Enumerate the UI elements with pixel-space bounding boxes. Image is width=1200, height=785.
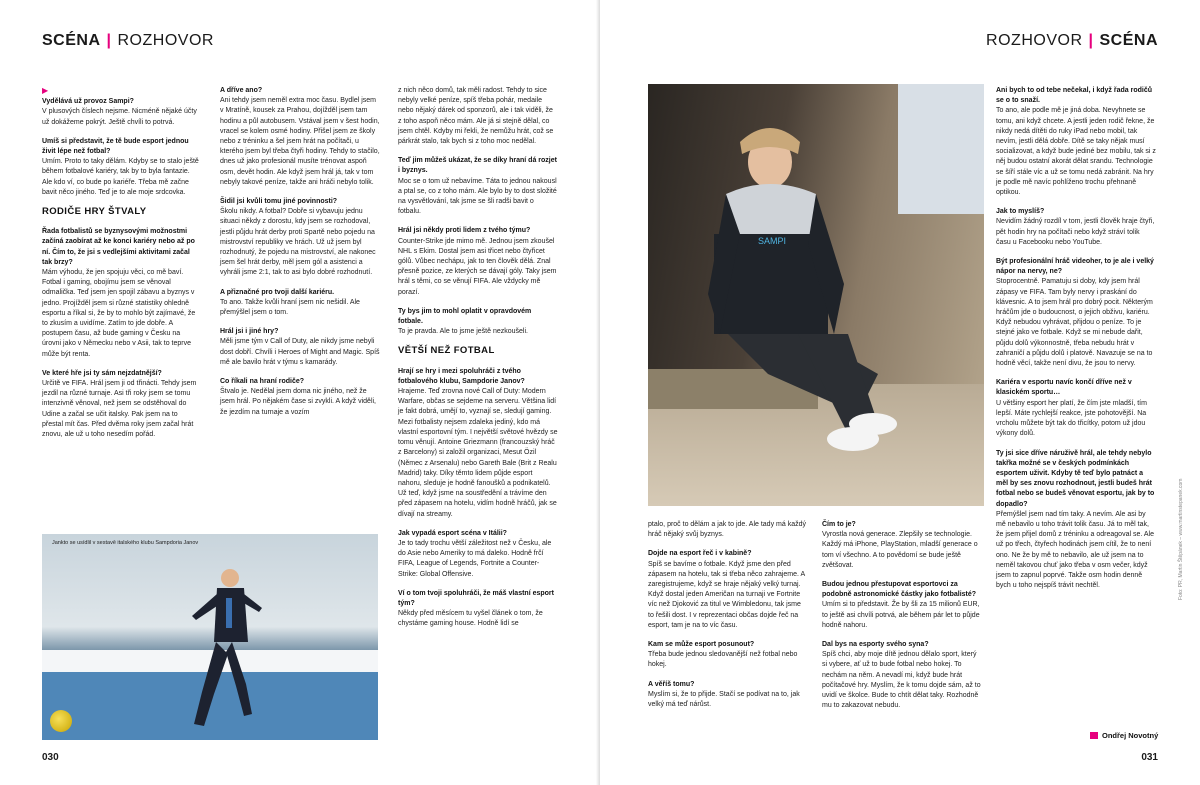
interview-paragraph [398, 589, 558, 630]
question [42, 227, 200, 268]
answer-text: Stoprocentně. Pamatuju si doby, kdy jsem hrál zápasy ve FIFA. Tam byly nervy i praskání do klávesnic. A to jsem hrál pro dobrý pocit. Některým hráčům jde o budoucnost, o jejich obživu, kariéru. Když nebudou vyhrávat, přijdou o peníze. To je stejné jako ve fotbale. Když se mi nebude dařit, půjdu dolů výkonnostně, třeba nebudu hrát v zahraničí a půjdu dolů i platově. Navazuje se na to hodně věcí, takže není divu, že jsou to nervy. [996, 278, 1153, 368]
answer-text: Umím. Proto to taky dělám. Kdyby se to stalo ještě během fotbalové kariéry, tak by to byla fantazie. Ale kdo ví, co bude po kariéře. Třeba mě začne bavit něco jiného. Teď je to ale moje srdcovka. [42, 158, 199, 196]
interview-paragraph [42, 86, 200, 128]
football-ball [50, 710, 72, 732]
interview-paragraph [220, 377, 380, 418]
question-text: Teď jim můžeš ukázat, že se díky hraní dá rozjet i byznys. [398, 157, 557, 175]
answer-text: Spíš se bavíme o fotbale. Když jsme den před zápasem na hotelu, tak si třeba něco zahrajeme. A zaregistrujeme, když se hraje nějaký velký turnaj. Když dostal jeden Američan na turnaji ve Fortnite víc než Djoković za titul ve Wimbledonu, tak jsme to řešili dost. I v reprezentaci občas dojde řeč na esport, tam je na to víc času. [648, 560, 805, 629]
question-text: Jak vypadá esport scéna v Itálii? [398, 529, 507, 537]
answer-text: Štvalo je. Nedělal jsem doma nic jiného, než že jsem hrál. Po nějakém čase si zvykli. A když viděli, že jezdím na turnaje a vozím [220, 388, 377, 416]
question-text: A dříve ano? [220, 87, 263, 94]
question-text: Šidil jsi kvůli tomu jiné povinnosti? [220, 198, 338, 206]
author-marker-icon [1090, 732, 1098, 739]
interview-paragraph [648, 520, 806, 540]
sub-section-label: ROZHOVOR [117, 32, 214, 49]
question-text: Umíš si představit, že tě bude esport jednou živit lépe než fotbal? [42, 137, 189, 156]
question [822, 520, 982, 530]
question [220, 288, 380, 298]
question [42, 137, 200, 157]
interview-paragraph [996, 86, 1156, 198]
interview-paragraph [648, 549, 806, 631]
subheading: VĚTŠÍ NEŽ FOTBAL [398, 345, 495, 357]
answer-text: Je to tady trochu větší záležitost než v Česku, ale do Asie nebo Ameriky to má daleko. Hodně frčí FIFA, League of Legends, Fortnite a Counter-Strike: Global Offensive. [398, 539, 552, 578]
interview-paragraph [398, 86, 558, 147]
question [398, 367, 558, 387]
interview-paragraph [42, 227, 200, 360]
left-column-1 [42, 86, 200, 449]
subheading: RODIČE HRY ŠTVALY [42, 206, 147, 218]
sweatshirt-logo: SAMPI [757, 236, 787, 246]
question-text: Hrál jsi i jiné hry? [220, 328, 279, 336]
photo-caption: Jankto se usídlil v sestavě italského klubu Sampdoria Janov [52, 540, 199, 546]
question-text: Řada fotbalistů se byznysovými možnostmi začíná zaobírat až ke konci kariéry nebo až po ní. Čím to, že jsi s vedlejšími aktivitami začal tak brzy? [42, 228, 195, 266]
sub-section-label-right: ROZHOVOR [986, 32, 1083, 49]
right-column-2 [822, 520, 982, 720]
answer-text: Umím si to představit. Že by šli za 15 milionů EUR, to ještě asi chvíli potrvá, ale během pár let to půjde hodně nahoru. [822, 601, 980, 629]
answer-text: To ano, ale podle mě je jiná doba. Nevyhnete se tomu, ani když chcete. A jestli jeden rodič řekne, že nikdy nedá dítěti do ruky iPad nebo mobil, tak nevím, jestli dělá dobře. Dítě se taky nějak musí socializovat, a když bude jediné bez mobilu, tak si z něj budou ostatní akorát dělat srandu. Technologie se šíří stále víc a už se tomu nedá zabránit. Na hry je podle mě navíc pohlíženo trochu přehnaně optikou. [996, 107, 1156, 197]
play-arrow-icon: ▶ [42, 86, 49, 95]
answer-text: Někdy před měsícem tu vyšel článek o tom, že chystáme gaming house. Hodně lidí se [398, 610, 543, 628]
answer-text: Moc se o tom už nebavíme. Táta to jednou nakousl a ptal se, co z toho mám. Ale bylo by to dost složité na vysvětlování, tak jsme se šli radši bavit o fotbalu. [398, 177, 557, 216]
interview-paragraph [822, 520, 982, 571]
interview-paragraph [398, 367, 558, 520]
question-text: Budou jednou přestupovat esportovci za podobně astronomické částky jako fotbalisté? [822, 581, 977, 599]
interview-paragraph [648, 680, 806, 711]
left-column-2 [220, 86, 380, 427]
right-column-1 [648, 520, 806, 719]
answer-text: Myslím si, že to přijde. Stačí se podívat na to, jak velký má teď nárůst. [648, 690, 800, 709]
question [648, 680, 806, 690]
answer-text: Spíš chci, aby moje dítě jednou dělalo sport, který si vybere, ať už to bude fotbal nebo hokej. To nechám na něm. A nevadí mi, když bude hrát počítačové hry. Myslím, že k tomu dojde sám, až to uvidí ve školce. Bude to chtít dělat taky. Rozhodně mu to zakazovat nebudu. [822, 651, 981, 710]
answer-text: Vyrostla nová generace. Zlepšily se technologie. Každý má iPhone, PlayStation, mladší generace o tom ví všechno. A to povědomí se bude ještě zvětšovat. [822, 531, 978, 569]
interview-paragraph [220, 288, 380, 319]
interview-paragraph [996, 207, 1156, 248]
interview-paragraph [996, 449, 1156, 592]
interview-paragraph [996, 257, 1156, 369]
seated-man-figure [648, 84, 984, 506]
question [398, 307, 558, 327]
question-text: Kam se může esport posunout? [648, 641, 755, 649]
football-photo [42, 534, 378, 740]
question [996, 378, 1156, 398]
question-text: Kariéra v esportu navíc končí dříve než v klasickém sportu… [996, 379, 1132, 397]
left-header [42, 32, 214, 50]
question [42, 369, 200, 379]
question [996, 257, 1156, 277]
question-text: Ty bys jim to mohl oplatit v opravdovém fotbale. [398, 307, 532, 326]
interview-paragraph [220, 327, 380, 368]
question [398, 589, 558, 609]
answer-text: U většiny esport her platí, že čím jste mladší, tím lepší. Máte rychlejší reakce, jste pohotovější. Na vrcholu můžete být tak do třicítky, potom už jdou výkony dolů. [996, 399, 1147, 438]
question-text: A přiznačné pro tvoji další kariéru. [220, 288, 335, 296]
question-text: Jak to myslíš? [996, 208, 1045, 216]
question [398, 529, 558, 539]
answer-text: ptalo, proč to dělám a jak to jde. Ale tady má každý hráč nějaký svůj byznys. [648, 521, 806, 539]
answer-text: Určitě ve FIFA. Hrál jsem ji od třinácti. Tehdy jsem jezdil na různé turnaje. Asi tři roky jsem se tomu intenzivně věnoval, než jsem se odstěhoval do Udine a začal se učit italsky. Pak jsem na to přestal mít čas. Před dvěma roky jsem začal hrát znovu, ale už u toho nesedím pořád. [42, 380, 197, 439]
question-text: Ve které hře jsi ty sám nejzdatnější? [42, 369, 162, 377]
answer-text: Ani tehdy jsem neměl extra moc času. Bydlel jsem v Mratíně, kousek za Prahou, dojížděl jsem tam hodinu a půl autobusem. Vstával jsem v šest hodin, vracel se kolem osmé hodiny. Přišel jsem ze školy nebo z tréninku a šel jsem hrát na počítači, u kterého jsem byl třeba čtyři hodiny. Tehdy to stačilo, dnes už jako profesionál musíte trénovat aspoň osm, devět hodin. Ale když jsem hrál já, tak v tom nebyly takové peníze, takže ani hráči nebylo tolik. [220, 97, 380, 186]
question [648, 549, 806, 559]
section-label-right: SCÉNA [1099, 32, 1158, 49]
portrait-photo [648, 84, 984, 506]
question [648, 640, 806, 650]
answer-text: Třeba bude jednou sledovanější než fotbal nebo hokej. [648, 651, 798, 669]
section-label: SCÉNA [42, 32, 101, 49]
answer-text: Mám výhodu, že jen spojuju věci, co mě baví. Fotbal i gaming, obojímu jsem se věnoval odmalička. Teď jsem jen spojil zábavu a byznys v jedno. Projížděl jsem si různé statistiky ohledně esportu a říkal si, že by to mohlo být zajímavé, že to zkusím a uvidíme. Zatím to jde dobře. A postupem času, až bude gaming v Česku na úrovni jako v Německu nebo v Asii, tak to teprve může být renta. [42, 269, 196, 358]
author-name: Ondřej Novotný [1102, 731, 1159, 740]
interview-paragraph [42, 369, 200, 440]
answer-text: z nich něco domů, tak měli radost. Tehdy to sice nebyly velké peníze, spíš třeba pohár, medaile nebo nějaký dárek od sponzorů, ale i tak viděli, že z toho aspoň něco mám. Ale já si stejně dělal, co jsem chtěl. Kdyby mi řekli, že nemůžu hrát, což se párkrát stalo, tak bych si z toho moc nedělal. [398, 87, 554, 146]
interview-paragraph [398, 156, 558, 217]
left-column-3 [398, 86, 558, 639]
question-text: Vydělává už provoz Sampi? [42, 98, 134, 106]
answer-text: To je pravda. Ale to jsme ještě nezkoušeli. [398, 328, 528, 336]
question-text: Hrál jsi někdy proti lidem z tvého týmu? [398, 227, 531, 235]
question-text: Dal bys na esporty svého syna? [822, 641, 929, 649]
header-separator: | [106, 32, 112, 49]
question-text: A věříš tomu? [648, 680, 695, 688]
football-player-figure [192, 564, 262, 734]
question-text: Být profesionální hráč videoher, to je ale i velký nápor na nervy, ne? [996, 258, 1154, 276]
page-number-left: 030 [42, 752, 59, 763]
interview-paragraph [42, 137, 200, 198]
question-text: Ty jsi sice dříve náruživě hrál, ale tehdy nebylo takřka možné se v českých podmínkách esportem uživit. Kdyby tě teď bylo patnáct a měl by ses znovu rozhodnout, jestli budeš hrát fotbal nebo se budeš věnovat esportu, jak by to dopadlo? [996, 449, 1155, 508]
question-text: Ani bych to od tebe nečekal, i když řada rodičů se o to snaží. [996, 87, 1152, 105]
interview-paragraph [648, 640, 806, 671]
answer-text: Counter-Strike jde mimo mě. Jednou jsem zkoušel NHL s Ekim. Dostal jsem asi třicet nebo čtyřicet gólů. Vůbec nechápu, jak to ten člověk dělá. Znal přesně pozice, ze kterých se dávají góly. Taky jsem hrál s těmi, co se věnují FIFA. Ale vždycky mě porazí. [398, 237, 557, 296]
interview-paragraph [220, 86, 380, 188]
answer-text: V plusových číslech nejsme. Nicméně nějaké účty už dokážeme pokrýt. Ještě chvíli to potrvá. [42, 108, 197, 126]
interview-paragraph [822, 580, 982, 631]
interview-paragraph [996, 378, 1156, 439]
question [996, 86, 1156, 106]
question [220, 377, 380, 387]
question [42, 97, 200, 107]
right-header [986, 32, 1158, 50]
answer-text: To ano. Takže kvůli hraní jsem nic nešidil. Ale přemýšlel jsem o tom. [220, 298, 360, 317]
answer-text: Hrajeme. Teď zrovna nové Call of Duty: Modern Warfare, občas se sejdeme na serveru. Většina lidí je fakt dobrá, umějí to, vyznají se, sledují gaming. Mezi fotbalisty nejsem zdaleka jediný, kdo má vlastní esportovní tým. I největší světové hvězdy se tomu věnují. Antoine Griezmann (francouzský hráč z Barcelony) si založil organizaci, Mesut Özil (Němec z Arsenalu) nebo Gareth Bale (Brit z Realu Madrid) taky. Díky těmto lidem půjde esport nahoru, sleduje je hodně fanoušků a podnikatelů. Už teď, když jsme na soustředění a trávíme den před zápasem na hotelu, vidím hodně hráčů, jak se dívají na streamy. [398, 388, 558, 518]
question [398, 226, 558, 236]
right-column-3 [996, 86, 1156, 600]
answer-text: Přemýšlel jsem nad tím taky. A nevím. Ale asi by mě nebavilo u toho trávit tolik času. Já to měl tak, že jsem přijel domů z tréninku a odreagoval se. Ale už po třech, čtyřech hodinách jsem cítil, že to není ono. Ne že by mě to nebavilo, ale už jsem na to neměl takovou chuť jako třeba v osm večer, když jsem to zapnul poprvé. Takže osm hodin denně bych u toho nejspíš trávit nechtěl. [996, 510, 1154, 590]
question-text: Dojde na esport řeč i v kabině? [648, 550, 752, 558]
header-separator-right: | [1088, 32, 1094, 49]
interview-paragraph [398, 226, 558, 297]
answer-text: Měli jsme tým v Call of Duty, ale nikdy jsme nebyli dost dobří. Chvíli i Heroes of Might and Magic. Spíš mě ale bavilo hrát v týmu s kamarády. [220, 338, 380, 366]
question [822, 640, 982, 650]
question [220, 86, 380, 96]
answer-text: Nevidím žádný rozdíl v tom, jestli člověk hraje čtyři, pět hodin hry na počítači nebo když stráví tolik času u Facebooku nebo YouTube. [996, 218, 1155, 246]
interview-paragraph [398, 529, 558, 580]
question-text: Čím to je? [822, 521, 856, 528]
question [398, 156, 558, 176]
photo-credit: Foto: PR, Martin Štěpánek – www.martinstepanek.com [1178, 478, 1184, 600]
interview-paragraph [220, 197, 380, 279]
question-text: Ví o tom tvoji spoluhráči, že máš vlastní esport tým? [398, 589, 554, 607]
question [220, 327, 380, 337]
author-signature [1090, 731, 1158, 740]
interview-paragraph [822, 640, 982, 711]
question-text: Co říkali na hraní rodiče? [220, 378, 305, 386]
question-text: Hrají se hry i mezi spoluhráči z tvého fotbalového klubu, Sampdorie Janov? [398, 367, 525, 385]
question [220, 197, 380, 207]
interview-paragraph [398, 307, 558, 338]
question [822, 580, 982, 600]
question [996, 207, 1156, 217]
page-number-right: 031 [1141, 752, 1158, 763]
answer-text: Školu nikdy. A fotbal? Dobře si vybavuju jednu situaci někdy z dorostu, kdy jsem se rozhodoval, jestli půjdu hrát derby proti Spartě nebo pojedu na mistrovství republiky ve hrách. Už už jsem byl rozhodnutý, že pojedu na mistrovství, ale nakonec jsem šel hrát derby, měl jsem gól a asistenci a vyhráli jsme 2:1, tak to asi bylo dobré rozhodnutí. [220, 208, 376, 277]
question [996, 449, 1156, 510]
